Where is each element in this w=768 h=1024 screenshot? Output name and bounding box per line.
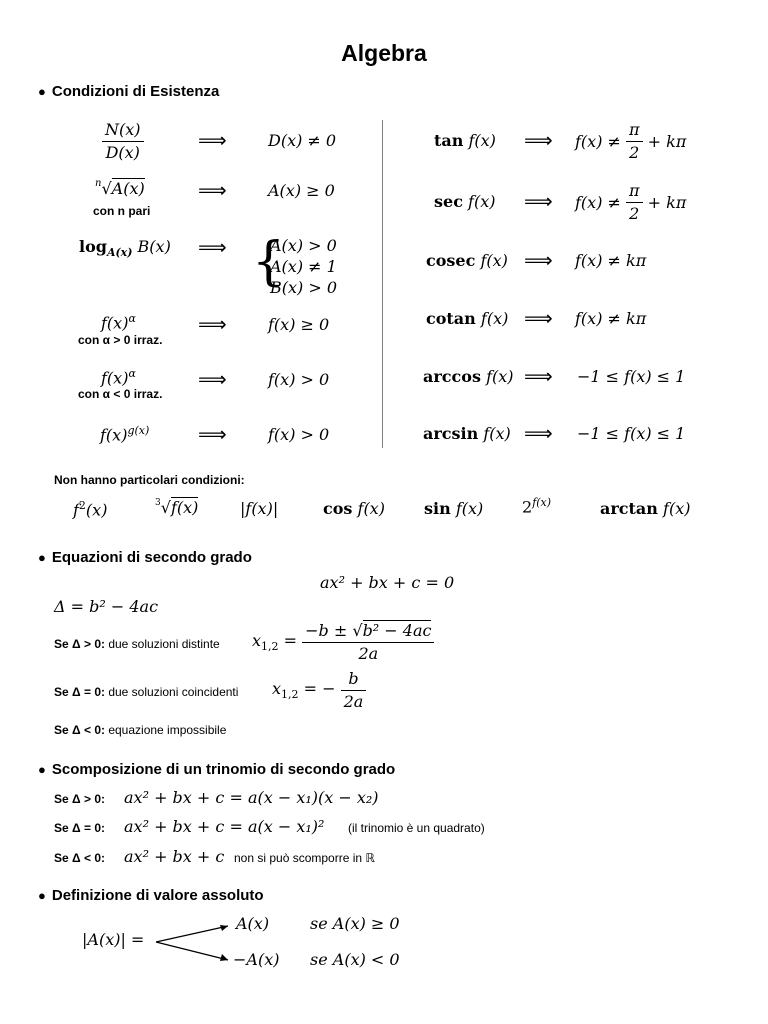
condition-f-nonneg: f(x) ≥ 0	[268, 315, 330, 334]
factor-case-zero: ax² + bx + c = a(x − x₁)²	[124, 817, 325, 836]
condition-cotan: f(x) ≠ kπ	[575, 309, 647, 328]
implies-icon: ⟹	[198, 367, 227, 391]
note-alpha-negative: con α < 0 irraz.	[78, 387, 163, 401]
sec-expression: sec f(x)	[434, 192, 496, 211]
abs-negative-condition: se A(x) < 0	[310, 950, 400, 969]
cotan-expression: cotan f(x)	[426, 309, 509, 328]
branch-arrows-icon	[152, 920, 234, 966]
power-alpha-negative: $f(x)^\alpha$	[101, 367, 136, 388]
left-brace-icon: {	[252, 232, 286, 292]
factor-case-negative-label: Se Δ < 0:	[54, 851, 105, 865]
cube-root: $^3$√f(x)	[155, 498, 199, 517]
two-power-f: $2^{f(x)}$	[522, 496, 552, 517]
abs-lhs: |A(x)| =	[82, 930, 145, 949]
arcsin-expression: arcsin f(x)	[423, 424, 511, 443]
condition-f-positive-2: f(x) > 0	[268, 425, 330, 444]
section-heading-abs: ● Definizione di valore assoluto	[38, 887, 264, 904]
abs-positive-branch: A(x)	[236, 914, 270, 933]
implies-icon: ⟹	[198, 178, 227, 202]
factor-case-negative: ax² + bx + c	[124, 847, 225, 866]
condition-f-positive: f(x) > 0	[268, 370, 330, 389]
arctan-f: arctan f(x)	[600, 499, 691, 518]
page-title: Algebra	[341, 40, 427, 66]
implies-icon: ⟹	[198, 235, 227, 259]
cos-f: cos f(x)	[323, 499, 385, 518]
absolute-f: |f(x)|	[240, 499, 279, 518]
discriminant: Δ = b² − 4ac	[54, 597, 159, 616]
section-heading-quadratic: ● Equazioni di secondo grado	[38, 549, 252, 566]
case-delta-positive: Se Δ > 0: due soluzioni distinte	[54, 637, 220, 651]
power-g-of-x: $f(x)^{g(x)}$	[100, 424, 150, 445]
note-n-even: con n pari	[93, 204, 151, 218]
f-squared: $f^2(x)$	[73, 499, 108, 520]
bullet-icon: ●	[38, 762, 46, 777]
factor-case-positive: ax² + bx + c = a(x − x₁)(x − x₂)	[124, 788, 379, 807]
cosec-expression: cosec f(x)	[426, 251, 508, 270]
implies-icon: ⟹	[524, 128, 553, 152]
implies-icon: ⟹	[198, 422, 227, 446]
power-alpha-positive: $f(x)^\alpha$	[101, 312, 136, 333]
arccos-expression: arccos f(x)	[423, 367, 514, 386]
bullet-icon: ●	[38, 550, 46, 565]
implies-icon: ⟹	[524, 364, 553, 388]
factor-case-negative-note: non si può scomporre in ℝ	[234, 851, 375, 865]
fraction-n-over-d: $\frac{N(x)}{D(x)}$	[102, 121, 144, 162]
implies-icon: ⟹	[524, 306, 553, 330]
case-delta-zero: Se Δ = 0: due soluzioni coincidenti	[54, 685, 239, 699]
implies-icon: ⟹	[524, 248, 553, 272]
logarithm: $\log_{A(x)} B(x)$	[79, 237, 171, 260]
condition-d-nonzero: D(x) ≠ 0	[268, 131, 337, 150]
sin-f: sin f(x)	[424, 499, 484, 518]
condition-arccos: −1 ≤ f(x) ≤ 1	[577, 367, 686, 386]
solution-formula-coincident: $x_{1,2}$ = − $\frac{b}{2a}$	[272, 670, 366, 711]
implies-icon: ⟹	[524, 189, 553, 213]
log-conditions-system: A(x) > 0 A(x) ≠ 1 B(x) > 0	[270, 236, 338, 297]
no-conditions-label: Non hanno particolari condizioni:	[54, 473, 245, 487]
case-delta-negative: Se Δ < 0: equazione impossibile	[54, 723, 227, 737]
implies-icon: ⟹	[198, 312, 227, 336]
condition-cosec: f(x) ≠ kπ	[575, 251, 647, 270]
bullet-icon: ●	[38, 888, 46, 903]
nth-root: $^n$√A(x)	[95, 178, 145, 198]
implies-icon: ⟹	[524, 421, 553, 445]
tan-expression: tan f(x)	[434, 131, 496, 150]
condition-arcsin: −1 ≤ f(x) ≤ 1	[577, 424, 686, 443]
column-divider	[382, 120, 383, 448]
condition-tan: f(x) ≠ $\frac{\pi}{2}$ + kπ	[575, 120, 687, 162]
condition-sec: f(x) ≠ $\frac{\pi}{2}$ + kπ	[575, 181, 687, 223]
solution-formula-distinct: $x_{1,2}$ = $\frac{\text{−b ± √b² − 4ac}}{2a}$	[252, 622, 434, 663]
implies-icon: ⟹	[198, 128, 227, 152]
bullet-icon: ●	[38, 84, 46, 99]
note-alpha-positive: con α > 0 irraz.	[78, 333, 163, 347]
factor-case-zero-note: (il trinomio è un quadrato)	[348, 821, 485, 835]
section-heading-existence: ● Condizioni di Esistenza	[38, 83, 220, 100]
abs-negative-branch: −A(x)	[233, 950, 280, 969]
factor-case-zero-label: Se Δ = 0:	[54, 821, 105, 835]
condition-a-nonneg: A(x) ≥ 0	[268, 181, 335, 200]
abs-positive-condition: se A(x) ≥ 0	[310, 914, 400, 933]
quadratic-equation: ax² + bx + c = 0	[320, 573, 455, 592]
factor-case-positive-label: Se Δ > 0:	[54, 792, 105, 806]
section-heading-factor: ● Scomposizione di un trinomio di secondo grado	[38, 761, 396, 778]
